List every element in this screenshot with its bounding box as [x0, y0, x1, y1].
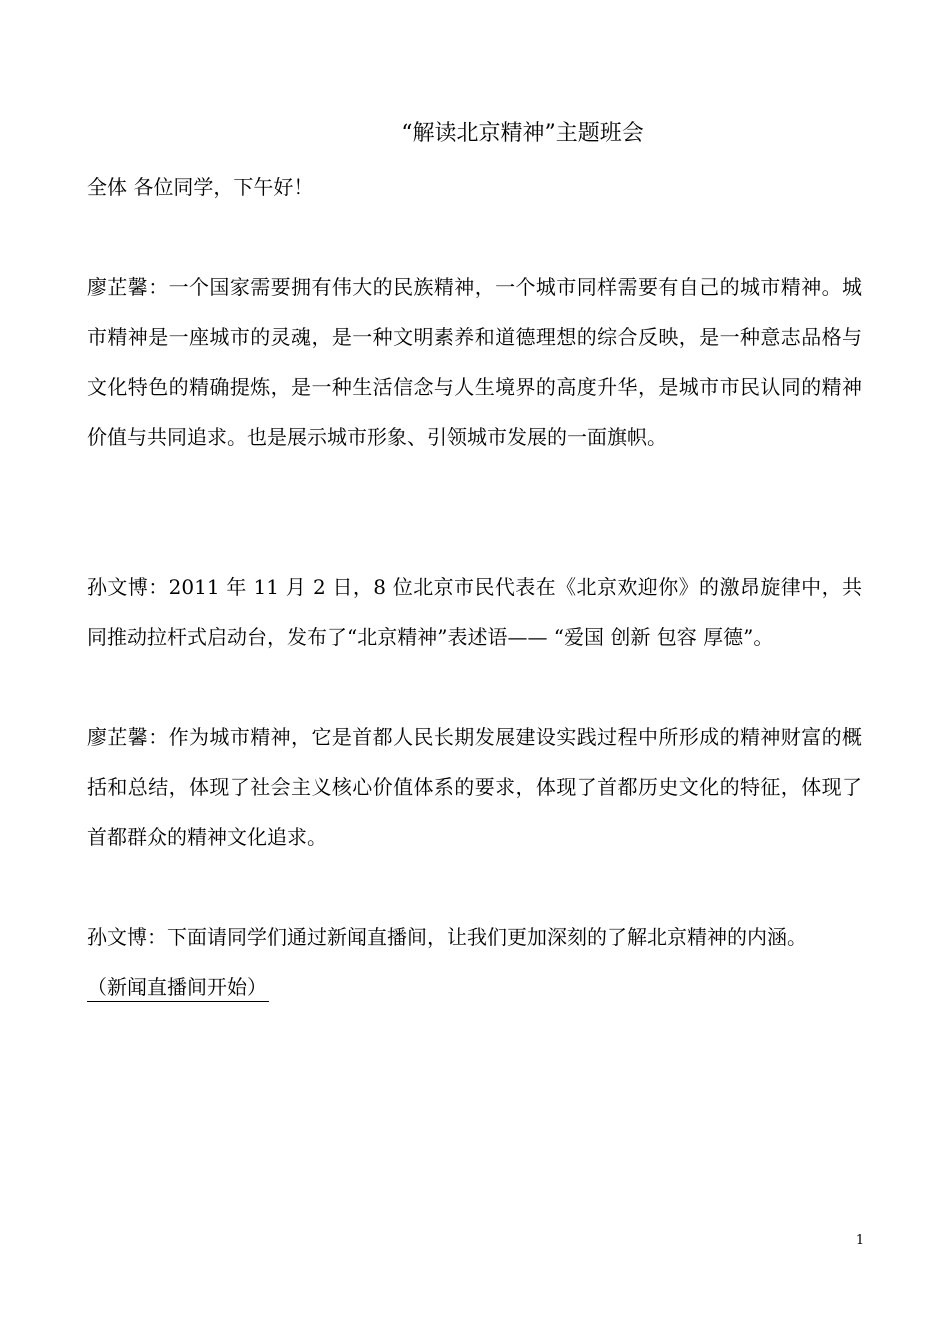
paragraph-liao-1: 廖芷馨：一个国家需要拥有伟大的民族精神，一个城市同样需要有自己的城市精神。城市精神是一座城市的灵魂，是一种文明素养和道德理想的综合反映，是一种意志品格与文化特色的精确提炼，是一种生活信念与人生境界的高度升华，是城市市民认同的精神价值与共同追求。也是展示城市形象、引领城市发展的一面旗帜。 — [87, 275, 862, 449]
stage-cue: （新闻直播间开始） — [87, 973, 269, 1002]
greeting-line: 全体 各位同学，下午好！ — [87, 175, 314, 199]
paragraph-sun-2-container — [87, 912, 862, 1012]
page-number: 1 — [855, 1233, 865, 1248]
document-title: “解读北京精神”主题班会 — [401, 121, 644, 146]
paragraph-liao-2: 廖芷馨：作为城市精神，它是首都人民长期发展建设实践过程中所形成的精神财富的概括和总结，体现了社会主义核心价值体系的要求，体现了首都历史文化的特征，体现了首都群众的精神文化追求。 — [87, 725, 862, 849]
paragraph-sun-2: 孙文博：下面请同学们通过新闻直播间，让我们更加深刻的了解北京精神的内涵。 — [87, 925, 807, 949]
paragraph-sun-1: 孙文博：2011 年 11 月 2 日，8 位北京市民代表在《北京欢迎你》的激昂旋律中，共同推动拉杆式启动台，发布了“北京精神”表述语—— “爱国 创新 包容 厚德”。 — [87, 575, 862, 649]
